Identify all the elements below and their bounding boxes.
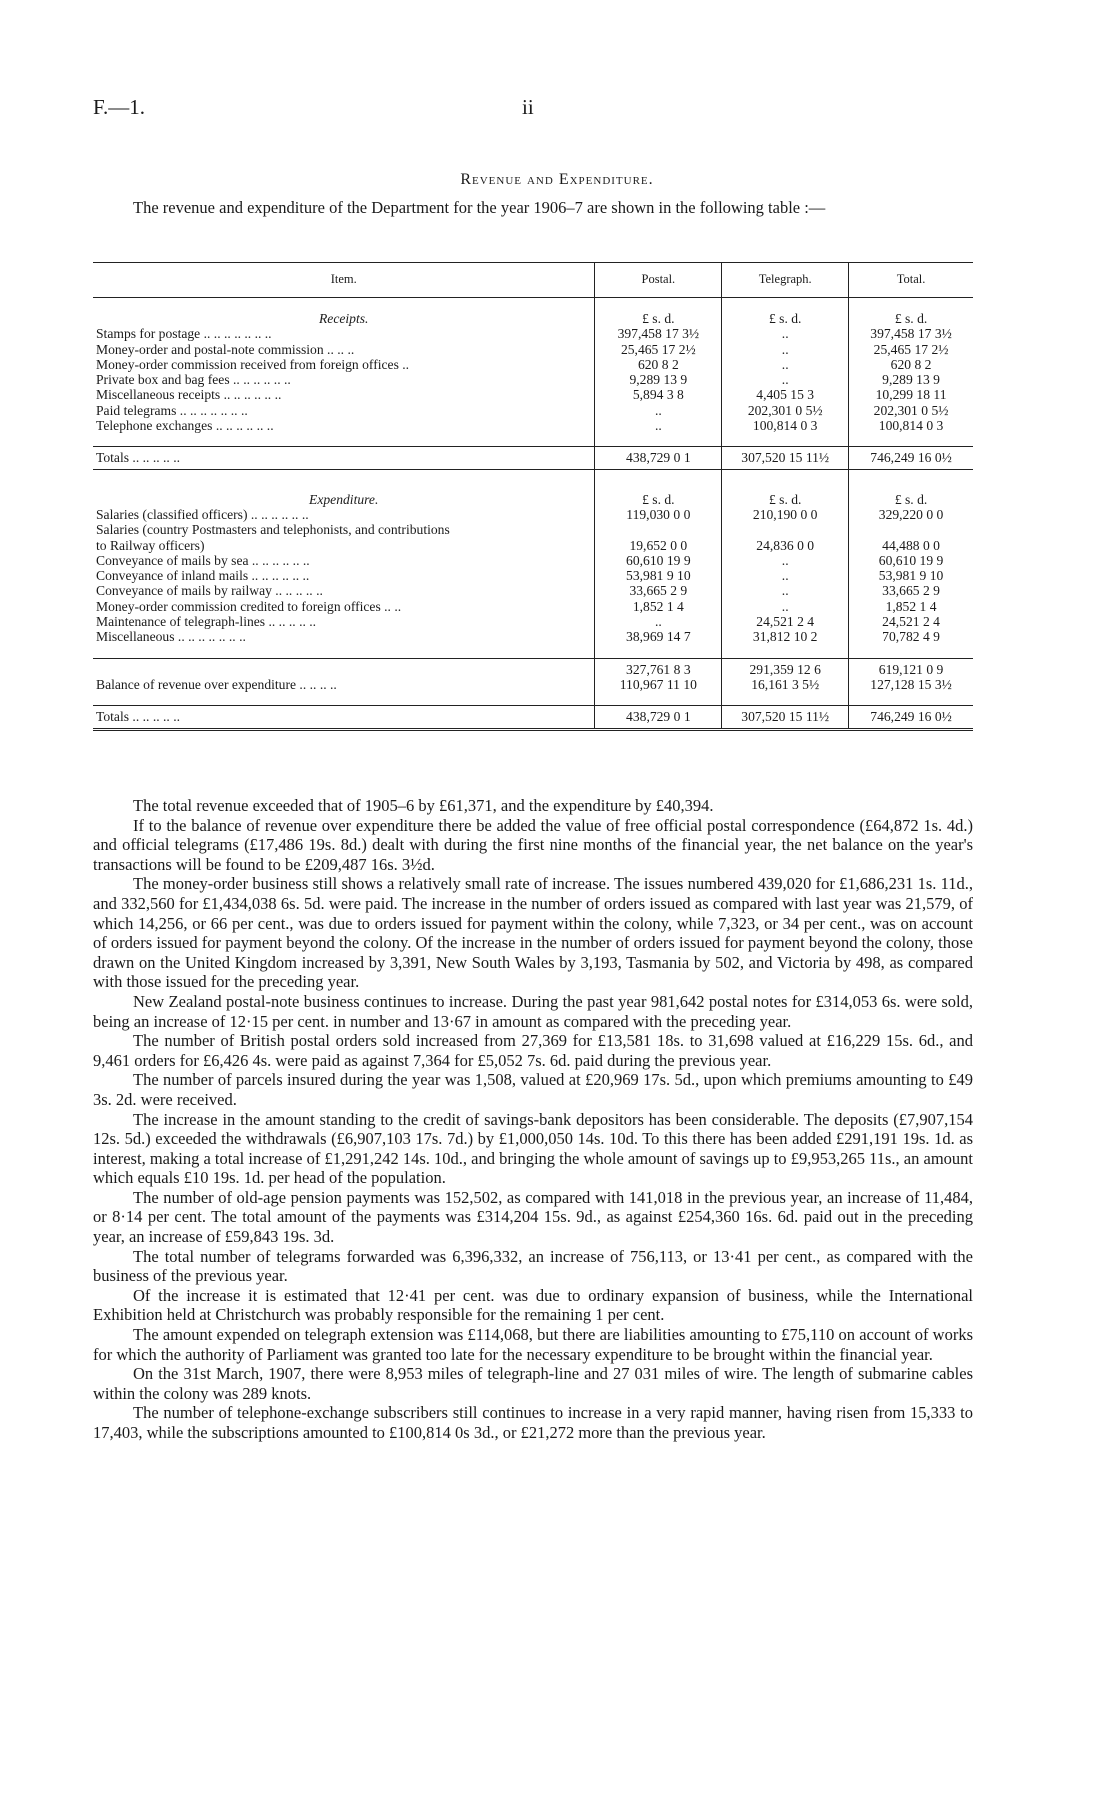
paragraph: The money-order business still shows a relatively small rate of increase. The issues numbered 439,020 for £1,686,231 1s. 11d., and 332,560 for £1,434,038 6s. 5d. were paid. The increase in the number of orders issued as compared with last year was 21,579, of which 14,256, or 66 per cent., was due to orders issued for payment within the colony, while 7,323, or 34 per cent., was on account of orders issued for payment beyond the colony. Of the increase in the number of orders issued for payment beyond the colony, those drawn on the United Kingdom increased by 3,391, New South Wales by 3,193, Tasmania by 502, and Victoria by 498, as compared with those issued for the preceding year. <box>93 874 973 992</box>
expenditure-row <box>93 522 973 537</box>
expenditure-row <box>93 507 973 522</box>
postal-value: 1,852 1 4 <box>595 599 722 614</box>
expenditure-row <box>93 568 973 583</box>
total-value: 746,249 16 0½ <box>849 447 973 469</box>
total-value: 620 8 2 <box>849 357 973 372</box>
row-label: Conveyance of inland mails .. .. .. .. .. .. <box>96 568 310 584</box>
paragraph: The amount expended on telegraph extension was £114,068, but there are liabilities amounting to £75,110 on account of works for which the authority of Parliament was granted too late for the necessary expenditure to be brought within the financial year. <box>93 1325 973 1364</box>
paragraph: The number of old-age pension payments was 152,502, as compared with 141,018 in the previous year, an increase of 11,484, or 8·14 per cent. The total amount of the payments was £314,204 15s. 9d., as against £254,360 16s. 6d. paid out in the preceding year, an increase of £59,843 19s. 3d. <box>93 1187 973 1247</box>
total-value <box>849 522 973 537</box>
postal-value: 33,665 2 9 <box>595 583 722 598</box>
expenditure-totals-row <box>93 706 973 729</box>
telegraph-value: 307,520 15 11½ <box>722 447 849 469</box>
row-label: Miscellaneous receipts .. .. .. .. .. .. <box>96 387 282 403</box>
receipt-row <box>93 418 973 433</box>
total-value: 1,852 1 4 <box>849 599 973 614</box>
units-label: £ s. d. <box>595 311 722 326</box>
expenditure-row <box>93 599 973 614</box>
section-heading: Expenditure. <box>309 491 379 507</box>
total-value: 10,299 18 11 <box>849 387 973 402</box>
page-header <box>0 95 1114 125</box>
postal-value: 438,729 0 1 <box>595 706 722 729</box>
units-label: £ s. d. <box>595 492 722 507</box>
total-value: 24,521 2 4 <box>849 614 973 629</box>
telegraph-value: .. <box>722 553 849 568</box>
postal-value: .. <box>595 403 722 418</box>
total-value: 53,981 9 10 <box>849 568 973 583</box>
paragraph: If to the balance of revenue over expenditure there be added the value of free official postal correspondence (£64,872 1s. 4d.) and official telegrams (£17,486 19s. 8d.) dealt with during the first nine months of the financial year, the net balance on the year's transactions will be found to be £209,487 16s. 3½d. <box>93 815 973 874</box>
receipt-row <box>93 326 973 341</box>
total-value: 9,289 13 9 <box>849 372 973 387</box>
receipt-row <box>93 387 973 402</box>
postal-value: 38,969 14 7 <box>595 629 722 644</box>
paragraph: The total revenue exceeded that of 1905–6 by £61,371, and the expenditure by £40,394. <box>133 796 714 815</box>
row-label: Salaries (country Postmasters and telephonists, and contributions <box>96 522 450 538</box>
telegraph-value: 202,301 0 5½ <box>722 403 849 418</box>
telegraph-value: .. <box>722 568 849 583</box>
row-label: Money-order commission credited to foreign offices .. .. <box>96 598 402 614</box>
section-heading-row <box>93 311 973 326</box>
telegraph-value: 100,814 0 3 <box>722 418 849 433</box>
intro-paragraph: The revenue and expenditure of the Department for the year 1906–7 are shown in the following table :— <box>133 198 826 217</box>
row-label: to Railway officers) <box>96 537 205 553</box>
paragraph: The total number of telegrams forwarded was 6,396,332, an increase of 756,113, or 13·41 per cent., as compared with the business of the previous year. <box>93 1246 973 1286</box>
header-postal: Postal. <box>595 263 722 298</box>
expenditure-row <box>93 629 973 644</box>
total-value: 746,249 16 0½ <box>849 706 973 729</box>
postal-value: 60,610 19 9 <box>595 553 722 568</box>
units-label: £ s. d. <box>849 492 973 507</box>
row-label: Stamps for postage .. .. .. .. .. .. .. <box>96 326 272 342</box>
paragraph: Of the increase it is estimated that 12·41 per cent. was due to ordinary expansion of business, while the International Exhibition held at Christchurch was probably responsible for the remaining 1 per cent. <box>93 1285 973 1325</box>
header-total: Total. <box>849 263 973 298</box>
total-value: 127,128 15 3½ <box>849 677 973 692</box>
postal-value: 327,761 8 3 <box>595 658 722 677</box>
telegraph-value: .. <box>722 583 849 598</box>
postal-value <box>595 522 722 537</box>
telegraph-value: 291,359 12 6 <box>722 658 849 677</box>
total-value: 25,465 17 2½ <box>849 342 973 357</box>
row-label: Miscellaneous .. .. .. .. .. .. .. <box>96 629 246 645</box>
expenditure-row <box>93 583 973 598</box>
header-item: Item. <box>93 263 595 298</box>
row-label: Money-order and postal-note commission .. .. .. <box>96 341 355 357</box>
units-label: £ s. d. <box>849 311 973 326</box>
body-text <box>93 796 973 1443</box>
table-body <box>93 298 973 730</box>
postal-value: 9,289 13 9 <box>595 372 722 387</box>
postal-value: 53,981 9 10 <box>595 568 722 583</box>
postal-value: 25,465 17 2½ <box>595 342 722 357</box>
row-label: Salaries (classified officers) .. .. .. .. .. .. <box>96 506 309 522</box>
revenue-expenditure-table <box>93 262 973 731</box>
total-value: 70,782 4 9 <box>849 629 973 644</box>
page-number: ii <box>522 95 534 119</box>
row-label: Maintenance of telegraph-lines .. .. .. .. .. <box>96 614 317 630</box>
receipts-totals-row <box>93 447 973 469</box>
section-heading-row <box>93 492 973 507</box>
telegraph-value: 31,812 10 2 <box>722 629 849 644</box>
row-label: Conveyance of mails by sea .. .. .. .. .. .. <box>96 552 310 568</box>
row-label: Telephone exchanges .. .. .. .. .. .. <box>96 418 274 434</box>
header-telegraph: Telegraph. <box>722 263 849 298</box>
total-value: 44,488 0 0 <box>849 538 973 553</box>
document-reference: F.—1. <box>93 95 145 119</box>
total-value: 329,220 0 0 <box>849 507 973 522</box>
receipt-row <box>93 342 973 357</box>
telegraph-value: .. <box>722 357 849 372</box>
spacer-row <box>93 692 973 706</box>
postal-value: .. <box>595 614 722 629</box>
telegraph-value: .. <box>722 342 849 357</box>
receipt-row <box>93 357 973 372</box>
total-value: 100,814 0 3 <box>849 418 973 433</box>
telegraph-value: .. <box>722 599 849 614</box>
postal-value: 438,729 0 1 <box>595 447 722 469</box>
row-label: Paid telegrams .. .. .. .. .. .. .. <box>96 402 248 418</box>
receipt-row <box>93 372 973 387</box>
row-label: Balance of revenue over expenditure .. .. .. .. <box>96 676 337 692</box>
telegraph-value: .. <box>722 372 849 387</box>
row-label: Private box and bag fees .. .. .. .. .. .. <box>96 372 291 388</box>
telegraph-value: 24,521 2 4 <box>722 614 849 629</box>
postal-value: 5,894 3 8 <box>595 387 722 402</box>
paragraph: The number of parcels insured during the year was 1,508, valued at £20,969 17s. 5d., upon which premiums amounting to £49 3s. 2d. were received. <box>93 1070 973 1109</box>
total-value: 60,610 19 9 <box>849 553 973 568</box>
row-label <box>93 658 595 677</box>
total-value: 33,665 2 9 <box>849 583 973 598</box>
postal-value: 119,030 0 0 <box>595 507 722 522</box>
postal-value: 397,458 17 3½ <box>595 326 722 341</box>
row-label: Money-order commission received from foreign offices .. <box>96 356 410 372</box>
telegraph-value: 210,190 0 0 <box>722 507 849 522</box>
expenditure-row <box>93 614 973 629</box>
total-value: 619,121 0 9 <box>849 658 973 677</box>
total-value: 397,458 17 3½ <box>849 326 973 341</box>
row-label: Totals .. .. .. .. .. <box>93 447 595 469</box>
telegraph-value: 4,405 15 3 <box>722 387 849 402</box>
paragraph: New Zealand postal-note business continues to increase. During the past year 981,642 postal notes for £314,053 6s. were sold, being an increase of 12·15 per cent. in number and 13·67 in amount as compared with the preceding year. <box>93 991 973 1031</box>
spacer-row <box>93 298 973 312</box>
postal-value: 110,967 11 10 <box>595 677 722 692</box>
paragraph: The number of British postal orders sold increased from 27,369 for £13,581 18s. to 31,698 valued at £16,229 15s. 6d., and 9,461 orders for £6,426 4s. were paid as against 7,364 for £5,052 7s. 6d. paid during the previous year. <box>93 1031 973 1070</box>
total-value: 202,301 0 5½ <box>849 403 973 418</box>
expenditure-row <box>93 538 973 553</box>
paragraph: The number of telephone-exchange subscribers still continues to increase in a very rapid manner, having risen from 15,333 to 17,403, while the subscriptions amounted to £100,814 0s 3d., or £21,272 more than the previous year. <box>93 1403 973 1442</box>
balance-row <box>93 677 973 692</box>
telegraph-value <box>722 522 849 537</box>
postal-value: 19,652 0 0 <box>595 538 722 553</box>
telegraph-value: .. <box>722 326 849 341</box>
expenditure-row <box>93 553 973 568</box>
paragraph: On the 31st March, 1907, there were 8,953 miles of telegraph-line and 27 031 miles of wire. The length of submarine cables within the colony was 289 knots. <box>93 1364 973 1403</box>
paragraph: The increase in the amount standing to the credit of savings-bank depositors has been considerable. The deposits (£7,907,154 12s. 5d.) exceeded the withdrawals (£6,907,103 17s. 7d.) by £1,000,050 14s. 10d. To this there has been added £291,191 19s. 1d. as interest, making a total increase of £1,291,242 14s. 10d., and bringing the whole amount of savings up to £9,953,265 11s., an amount which equals £10 19s. 1d. per head of the population. <box>93 1109 973 1188</box>
row-label: Conveyance of mails by railway .. .. .. .. .. <box>96 583 323 599</box>
section-heading: Receipts. <box>318 311 369 326</box>
postal-value: .. <box>595 418 722 433</box>
spacer-row <box>93 645 973 659</box>
telegraph-value: 16,161 3 5½ <box>722 677 849 692</box>
postal-value: 620 8 2 <box>595 357 722 372</box>
row-label: Totals .. .. .. .. .. <box>93 706 595 729</box>
telegraph-value: 24,836 0 0 <box>722 538 849 553</box>
units-label: £ s. d. <box>722 492 849 507</box>
section-title: Revenue and Expenditure. <box>460 171 654 188</box>
spacer-row <box>93 469 973 492</box>
telegraph-value: 307,520 15 11½ <box>722 706 849 729</box>
units-label: £ s. d. <box>722 311 849 326</box>
receipt-row <box>93 403 973 418</box>
expenditure-subtotal-row <box>93 658 973 677</box>
spacer-row <box>93 433 973 447</box>
